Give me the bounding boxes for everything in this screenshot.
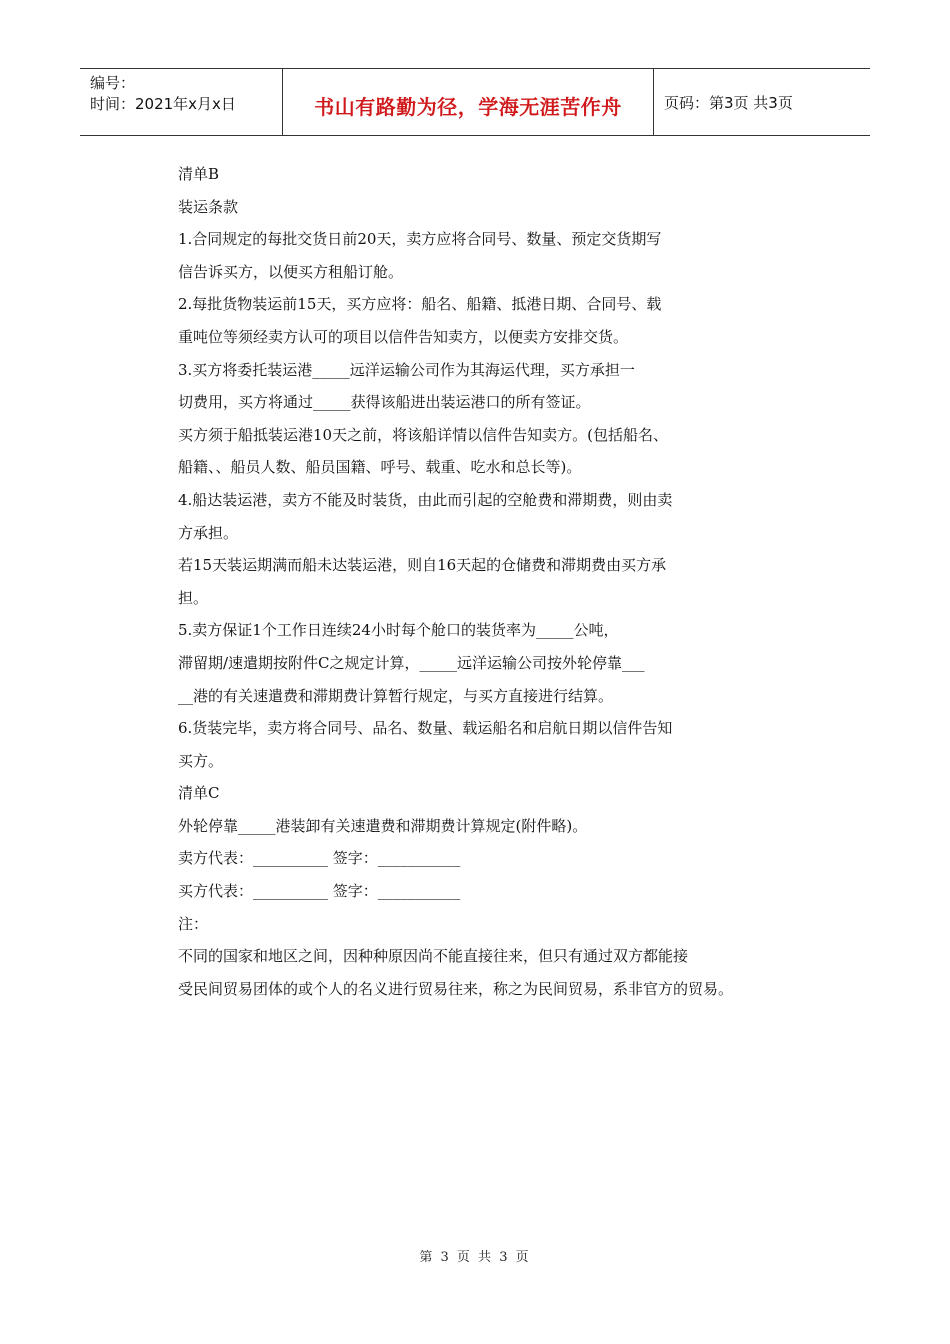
body-line: 5.卖方保证1个工作日连续24小时每个舱口的装货率为_____公吨， — [178, 621, 619, 640]
document-body — [178, 158, 818, 1005]
body-line: 2.每批货物装运前15天，买方应将：船名、船籍、抵港日期、合同号、载 — [178, 295, 662, 314]
body-line: 买方须于船抵装运港10天之前，将该船详情以信件告知卖方。(包括船名、 — [178, 425, 668, 444]
body-line: 重吨位等须经卖方认可的项目以信件告知卖方，以便卖方安排交货。 — [178, 327, 629, 346]
body-line: 若15天装运期满而船未达装运港，则自16天起的仓储费和滞期费由买方承 — [178, 556, 667, 575]
page-footer — [0, 1246, 950, 1265]
body-line: 买方。 — [178, 751, 224, 770]
body-line: 受民间贸易团体的或个人的名义进行贸易往来，称之为民间贸易，系非官方的贸易。 — [178, 979, 734, 998]
body-line: 3.买方将委托装运港_____远洋运输公司作为其海运代理，买方承担一 — [178, 360, 635, 379]
header-motto: 书山有路勤为径，学海无涯苦作舟 — [314, 94, 622, 119]
body-line: 信告诉买方，以便买方租船订舱。 — [178, 262, 404, 281]
body-line: 切费用，买方将通过_____获得该船进出装运港口的所有签证。 — [178, 393, 591, 412]
body-line: 卖方代表：__________ 签字：___________ — [178, 849, 461, 868]
header-page-label: 页码：第3页 共3页 — [664, 93, 793, 112]
body-line: 买方代表：__________ 签字：___________ — [178, 882, 461, 901]
page-header — [80, 68, 870, 136]
header-motto-cell — [282, 69, 654, 135]
body-line: __港的有关速遣费和滞期费计算暂行规定，与买方直接进行结算。 — [178, 686, 614, 705]
body-line: 外轮停靠_____港装卸有关速遣费和滞期费计算规定(附件略)。 — [178, 816, 588, 835]
body-line: 方承担。 — [178, 523, 239, 542]
body-line: 清单C — [178, 784, 220, 803]
body-line: 船籍、、船员人数、船员国籍、呼号、载重、吃水和总长等)。 — [178, 458, 582, 477]
body-line: 注： — [178, 914, 209, 933]
body-line: 不同的国家和地区之间，因种种原因尚不能直接往来，但只有通过双方都能接 — [178, 947, 689, 966]
body-line: 4.船达装运港，卖方不能及时装货，由此而引起的空舱费和滞期费，则由卖 — [178, 490, 673, 509]
header-page-cell — [654, 69, 870, 135]
body-line: 6.货装完毕，卖方将合同号、品名、数量、载运船名和启航日期以信件告知 — [178, 719, 673, 738]
document-number-label: 编号： — [90, 74, 136, 92]
footer-page-number: 第 3 页 共 3 页 — [419, 1250, 531, 1265]
body-line: 1.合同规定的每批交货日前20天，卖方应将合同号、数量、预定交货期写 — [178, 230, 662, 249]
body-line: 清单B — [178, 165, 220, 183]
header-meta — [80, 69, 282, 135]
document-time-label: 时间：2021年x月x日 — [90, 95, 236, 113]
body-line: 担。 — [178, 588, 209, 607]
body-line: 装运条款 — [178, 197, 239, 216]
body-line: 滞留期/速遣期按附件C之规定计算，_____远洋运输公司按外轮停靠___ — [178, 653, 645, 672]
